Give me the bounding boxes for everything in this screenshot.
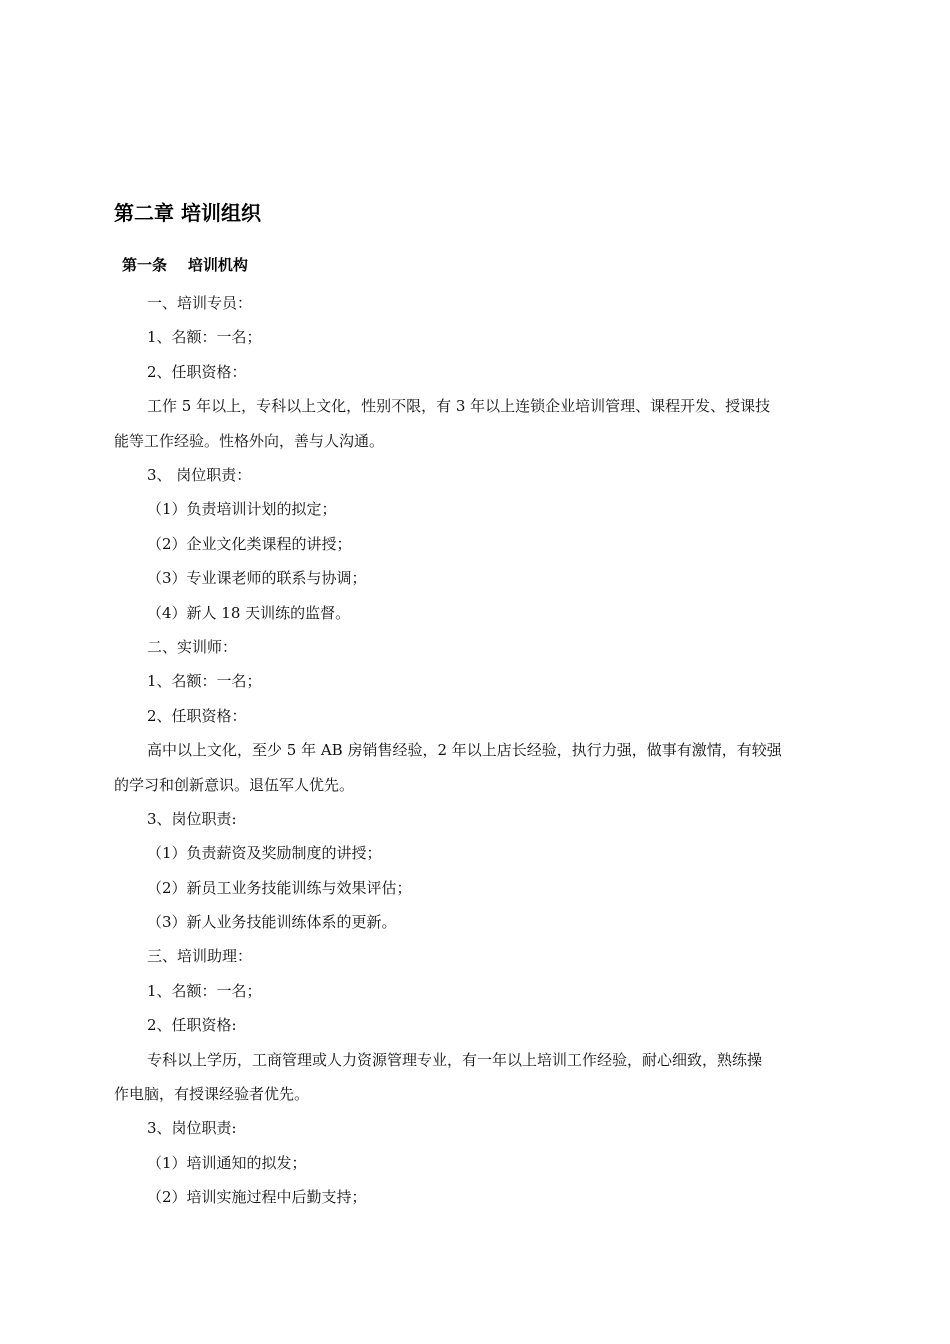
list-item: （4）新人 18 天训练的监督。 [147,603,351,622]
list-item: 3、 岗位职责： [147,465,252,484]
list-item: 1、名额：一名； [147,328,262,347]
list-item: （3）新人业务技能训练体系的更新。 [147,913,397,932]
paragraph-line: 高中以上文化，至少 5 年 AB 房销售经验，2 年以上店长经验，执行力强，做事有激情，有较强 [147,741,782,760]
article-title: 第一条 培训机构 [122,256,248,274]
list-item: 3、岗位职责: [147,809,237,828]
list-item: （2）培训实施过程中后勤支持； [147,1188,367,1207]
paragraph [114,389,839,458]
list-item: 2、任职资格： [147,706,247,725]
chapter-title: 第二章 培训组织 [114,201,261,225]
list-item: （2）新员工业务技能训练与效果评估； [147,878,412,897]
list-item: 2、任职资格: [147,1016,237,1035]
section-heading: 二、实训师： [147,637,238,656]
list-item: （3）专业课老师的联系与协调； [147,569,367,588]
section-heading: 一、培训专员： [147,294,253,312]
paragraph-line: 的学习和创新意识。退伍军人优先。 [114,775,355,794]
paragraph-line: 能等工作经验。性格外向，善与人沟通。 [114,431,385,450]
list-item: （2）企业文化类课程的讲授； [147,534,352,553]
list-item: 3、岗位职责: [147,1119,237,1138]
list-item: 2、任职资格： [147,362,247,381]
paragraph-line: 专科以上学历，工商管理或人力资源管理专业，有一年以上培训工作经验，耐心细致，熟练操 [147,1050,763,1069]
list-item: 1、名额：一名； [147,981,262,1000]
section-heading: 三、培训助理： [147,947,253,966]
paragraph [114,1043,839,1112]
list-item: 1、名额：一名； [147,672,262,691]
document-body [114,196,839,1215]
list-item: （1）负责薪资及奖励制度的讲授； [147,844,382,863]
paragraph-line: 工作 5 年以上，专科以上文化，性别不限，有 3 年以上连锁企业培训管理、课程开发、授课技 [147,397,771,416]
list-item: （1）培训通知的拟发； [147,1153,307,1172]
list-item: （1）负责培训计划的拟定； [147,500,337,519]
paragraph-line: 作电脑，有授课经验者优先。 [114,1085,310,1104]
paragraph [114,733,839,802]
